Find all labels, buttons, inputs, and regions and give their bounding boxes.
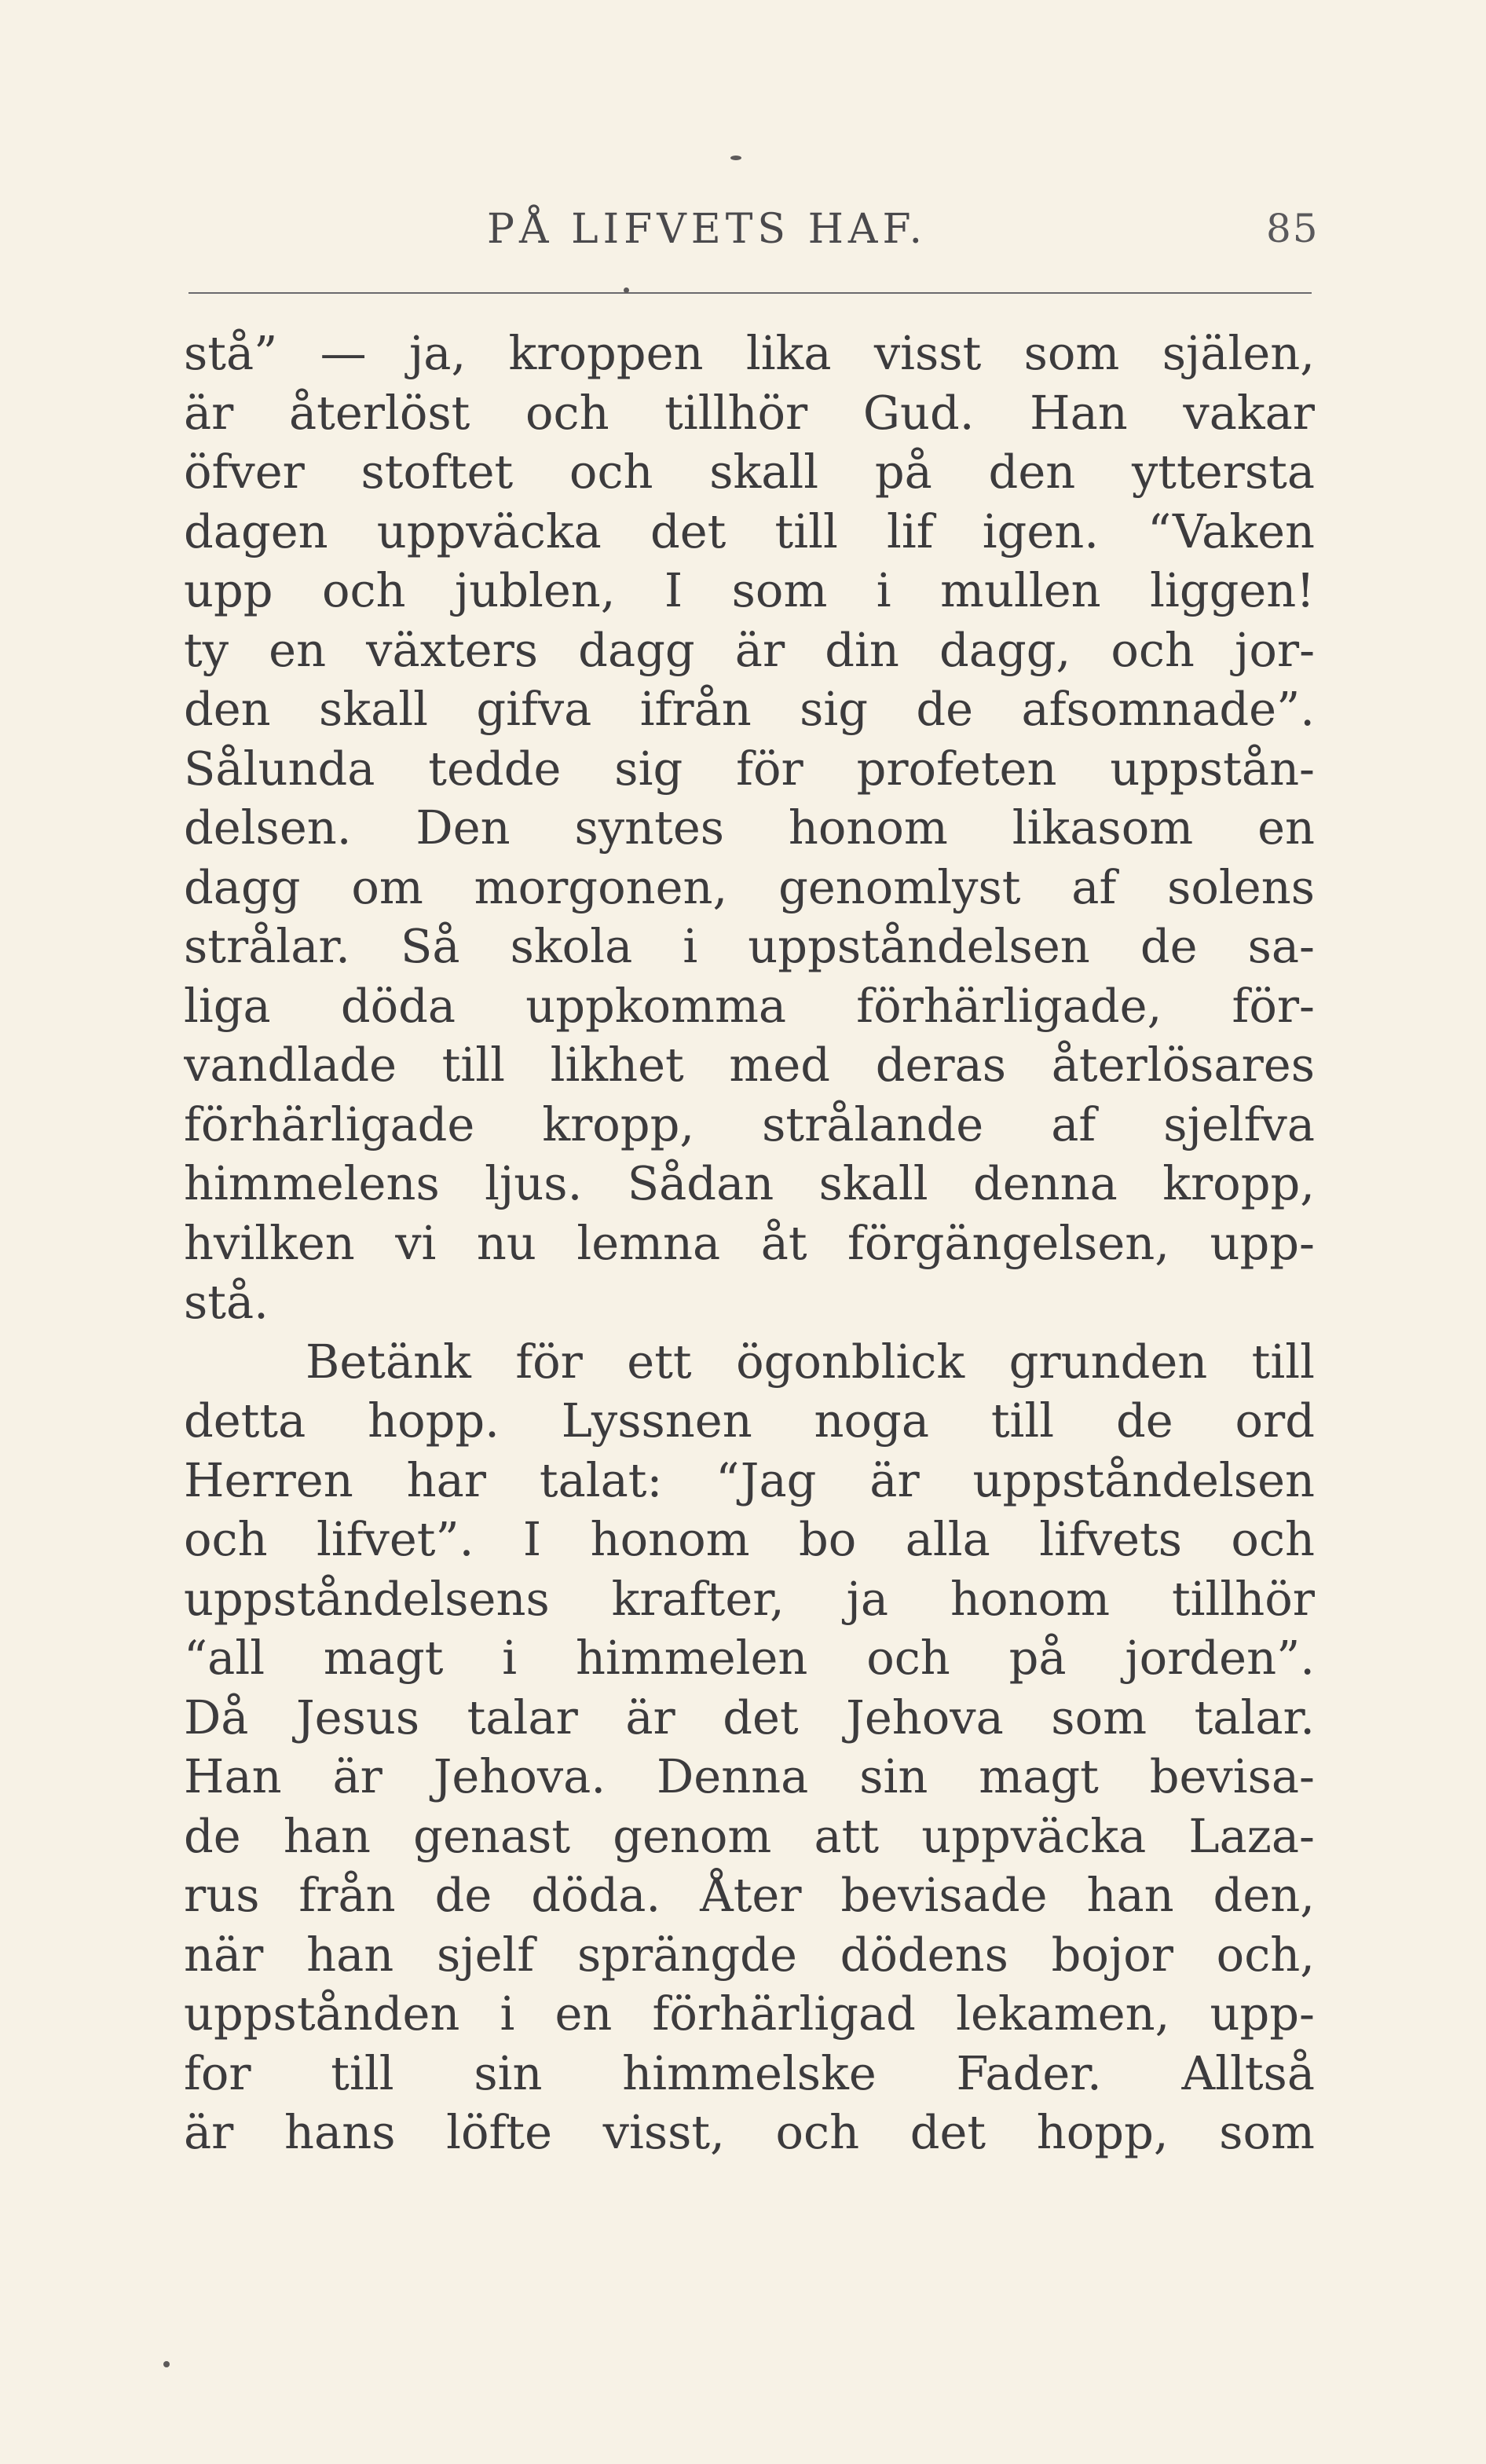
text-line: himmelens ljus. Sådan skall denna kropp, bbox=[184, 1156, 1315, 1210]
text-line: Då Jesus talar är det Jehova som talar. bbox=[184, 1690, 1315, 1745]
text-line: den skall gifva ifrån sig de afsomnade”. bbox=[184, 682, 1315, 736]
text-line: är återlöst och tillhör Gud. Han vakar bbox=[184, 385, 1315, 440]
text-line: for till sin himmelske Fader. Alltså bbox=[184, 2045, 1315, 2100]
text-line: rus från de döda. Åter bevisade han den, bbox=[184, 1868, 1315, 1922]
paragraph-start-line: Betänk för ett ögonblick grunden till bbox=[306, 1334, 1315, 1389]
text-line: Sålunda tedde sig för profeten uppstån- bbox=[184, 741, 1315, 796]
page-number: 85 bbox=[1266, 206, 1319, 251]
text-line: detta hopp. Lyssnen noga till de ord bbox=[184, 1393, 1315, 1448]
text-line: delsen. Den syntes honom likasom en bbox=[184, 800, 1315, 855]
running-header bbox=[0, 206, 1486, 261]
ink-speck bbox=[163, 2361, 170, 2367]
text-line: strålar. Så skola i uppståndelsen de sa- bbox=[184, 919, 1315, 973]
text-line: hvilken vi nu lemna åt förgängelsen, upp- bbox=[184, 1215, 1315, 1270]
text-line: öfver stoftet och skall på den yttersta bbox=[184, 445, 1315, 499]
running-title: PÅ LIFVETS HAF. bbox=[487, 206, 927, 253]
header-rule bbox=[188, 292, 1312, 294]
text-line: dagen uppväcka det till lif igen. “Vaken bbox=[184, 503, 1315, 558]
text-line: när han sjelf sprängde dödens bojor och, bbox=[184, 1927, 1315, 1982]
text-line: liga döda uppkomma förhärligade, för- bbox=[184, 978, 1315, 1033]
paragraph-end-line: stå. bbox=[184, 1275, 269, 1329]
ink-speck bbox=[730, 156, 741, 160]
text-line: uppståndelsens krafter, ja honom tillhör bbox=[184, 1571, 1315, 1626]
text-line: “all magt i himmelen och på jorden”. bbox=[184, 1631, 1315, 1685]
text-line: förhärligade kropp, strålande af sjelfva bbox=[184, 1097, 1315, 1151]
text-line: de han genast genom att uppväcka Laza- bbox=[184, 1808, 1315, 1863]
body-text bbox=[184, 324, 1315, 2162]
text-line: Han är Jehova. Denna sin magt bevisa- bbox=[184, 1749, 1315, 1803]
text-line: vandlade till likhet med deras återlösares bbox=[184, 1038, 1315, 1092]
text-line: upp och jublen, I som i mullen liggen! bbox=[184, 563, 1315, 617]
text-line: och lifvet”. I honom bo alla lifvets och bbox=[184, 1512, 1315, 1566]
text-line: uppstånden i en förhärligad lekamen, upp- bbox=[184, 1986, 1315, 2041]
ink-speck bbox=[624, 287, 629, 293]
text-line: dagg om morgonen, genomlyst af solens bbox=[184, 859, 1315, 914]
text-line: ty en växters dagg är din dagg, och jor- bbox=[184, 622, 1315, 677]
text-line: är hans löfte visst, och det hopp, som bbox=[184, 2105, 1315, 2159]
text-line: Herren har talat: “Jag är uppståndelsen bbox=[184, 1452, 1315, 1507]
text-line: stå” — ja, kroppen lika visst som själen, bbox=[184, 326, 1315, 380]
